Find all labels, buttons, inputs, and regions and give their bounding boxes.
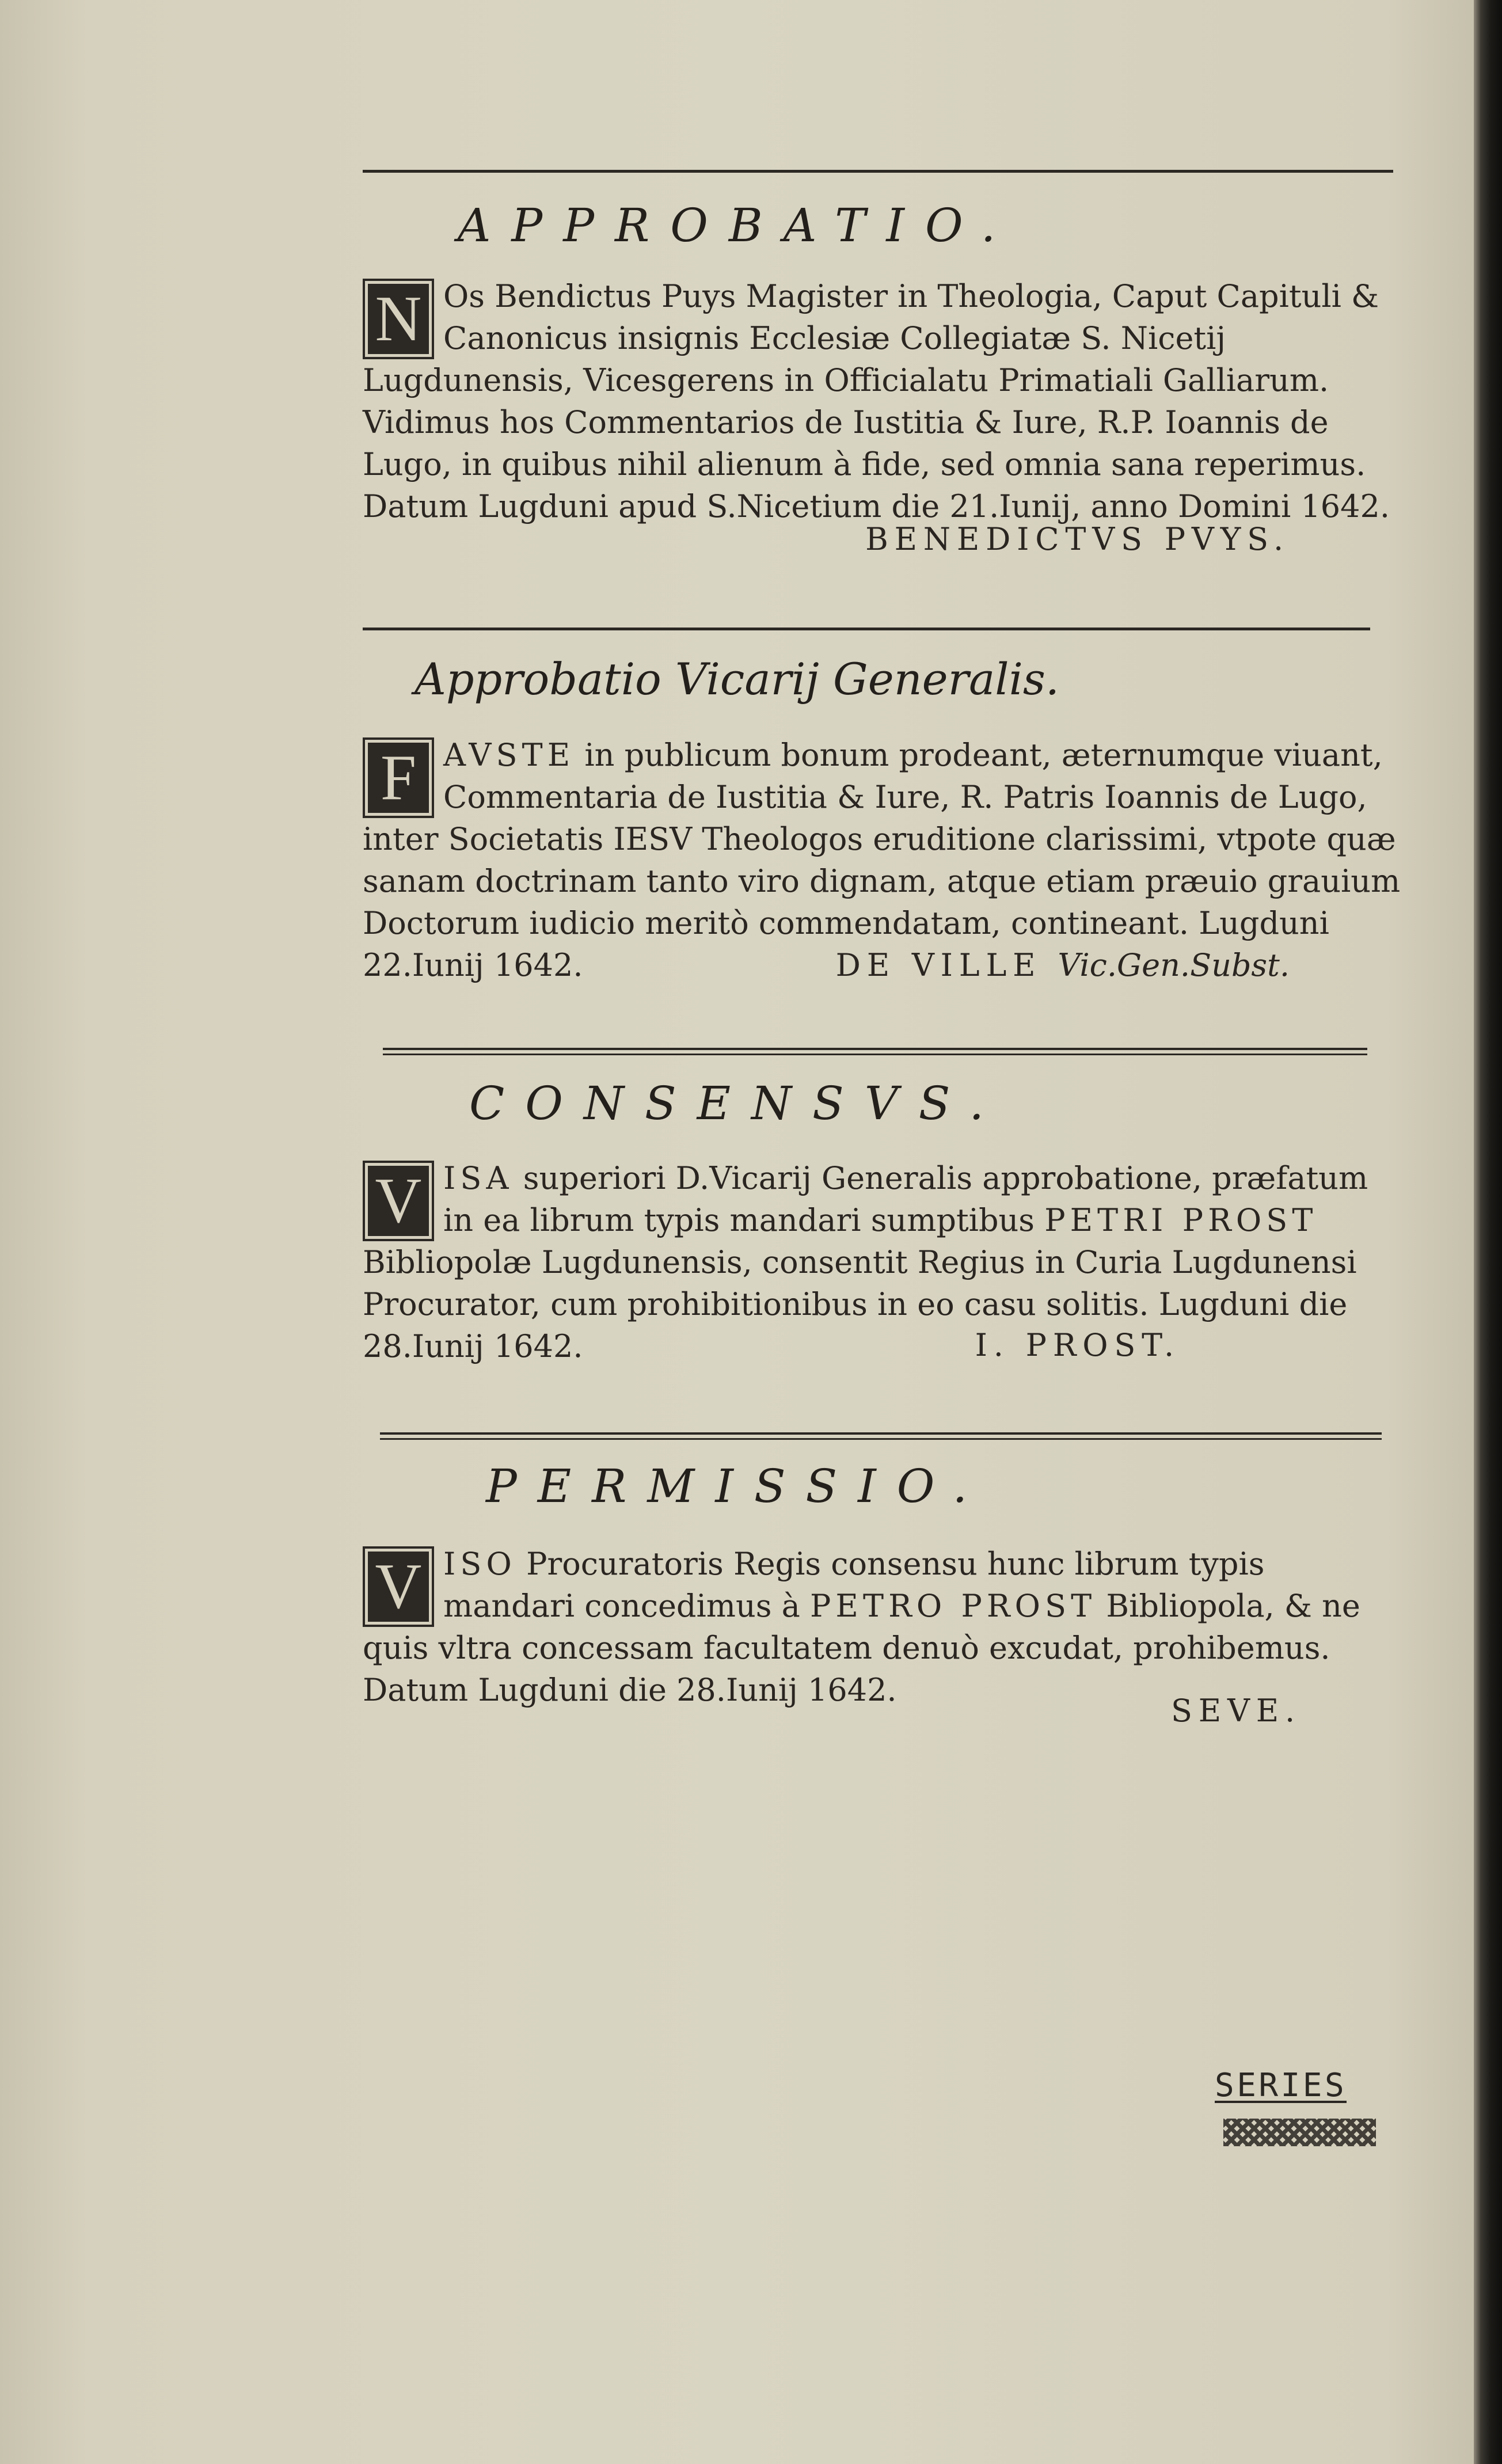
book-edge <box>1474 0 1502 2464</box>
crossed-out-scribble <box>1223 2119 1376 2146</box>
vicarij-text: in publicum bonum prodeant, æternumque viuant, Commentaria de Iustitia & Iure, R. Patris Ioannis de Lugo, inter Societatis IESV Theologos eruditione clarissimi, vtpote quæ sanam doctrinam tanto viro dignam, atque etiam præuio grauium Doctorum iudicio meritò commendatam, contineant. Lugduni 22.Iunij 1642. <box>363 737 1401 983</box>
vicarij-title: Approbatio Vicarij Generalis. <box>414 653 1060 705</box>
vicarij-dropcap: F <box>363 737 434 818</box>
permissio-paragraph <box>363 1543 1405 1711</box>
consensus-text-1: superiori D.Vicarij Generalis approbatione, præfatum in ea librum typis mandari sumptibus <box>443 1160 1368 1238</box>
vicarij-signature <box>836 947 1290 983</box>
vicarij-rule <box>363 628 1370 630</box>
handwritten-note-text: SERIES <box>1215 2067 1347 2104</box>
top-rule <box>363 170 1393 173</box>
approbatio-dropcap: N <box>363 279 434 359</box>
permissio-lead: ISO <box>443 1546 516 1582</box>
permissio-signature: SEVE. <box>1171 1693 1301 1729</box>
consensus-paragraph <box>363 1157 1405 1367</box>
consensus-signature: I. PROST. <box>975 1327 1180 1363</box>
permissio-rule <box>380 1432 1382 1435</box>
consensus-text-2: Bibliopolæ Lugdunensis, consentit Regius in Curia Lugdunensi Procurator, cum prohibitionibus in eo casu solitis. Lugduni die 28.Iunij 1642. <box>363 1244 1357 1364</box>
permissio-text-1: Procuratoris Regis consensu hunc librum typis mandari concedimus à <box>443 1546 1265 1624</box>
consensus-lead: ISA <box>443 1160 514 1196</box>
approbatio-text: Os Bendictus Puys Magister in Theologia, Caput Capituli & Canonicus insignis Ecclesiæ Collegiatæ S. Nicetij Lugdunensis, Vicesgerens in Officialatu Primatiali Galliarum. Vidimus hos Commentarios de Iustitia & Iure, R.P. Ioannis de Lugo, in quibus nihil alienum à fide, sed omnia sana reperimus. Datum Lugduni apud S.Nicetium die 21.Iunij, anno Domini 1642. <box>363 278 1390 524</box>
permissio-text-2: Bibliopola, & ne quis vltra concessam facultatem denuò excudat, prohibemus. Datum Lugduni die 28.Iunij 1642. <box>363 1588 1360 1708</box>
approbatio-signature: BENEDICTVS PVYS. <box>865 521 1290 557</box>
vicarij-signature-name: DE VILLE <box>835 947 1042 983</box>
vicarij-signature-title: Vic.Gen.Subst. <box>1058 947 1290 983</box>
approbatio-title: APPROBATIO. <box>457 199 1017 252</box>
vicarij-lead: AVSTE <box>443 737 575 773</box>
consensus-title: CONSENSVS. <box>469 1077 1005 1130</box>
permissio-dropcap: V <box>363 1546 434 1627</box>
permissio-title: PERMISSIO. <box>485 1459 988 1513</box>
approbatio-paragraph <box>363 275 1405 527</box>
consensus-rule <box>383 1048 1367 1050</box>
consensus-dropcap: V <box>363 1161 434 1241</box>
permissio-printer: PETRO PROST <box>810 1588 1097 1624</box>
consensus-printer: PETRI PROST <box>1044 1202 1318 1238</box>
handwritten-note <box>1215 2067 1347 2103</box>
